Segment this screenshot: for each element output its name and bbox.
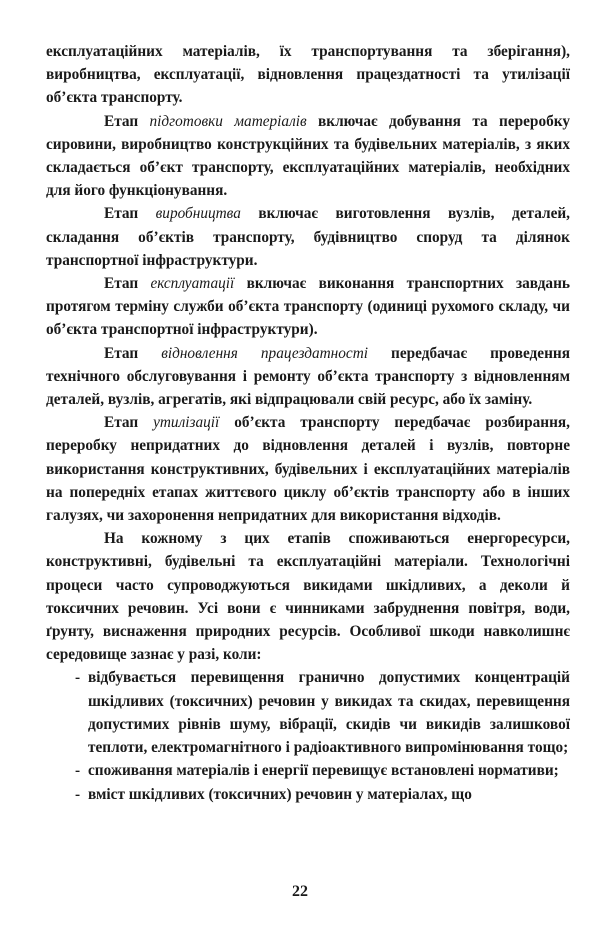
paragraph-utilization-stage: Етап утилізації об’єкта транспорту передбачає розбирання, переробку непридатних до відновлення деталей і вузлів, повторне використання конструктивних, будівельних і експлуатаційних матеріалів на попередніх етапах життєвого циклу об’єктів транспорту або в інших галузях, чи захоронення непридатних для використання відходів. (46, 414, 570, 525)
paragraph-operation-stage: Етап експлуатації включає виконання транспортних завдань протягом терміну служби об’єкта транспорту (одиниці рухомого складу, чи об’єкта транспортної інфраструктури). (46, 275, 570, 339)
paragraph-continuation: експлуатаційних матеріалів, їх транспортування та зберігання), виробництва, експлуатації, відновлення працездатності та утилізації об’єкта транспорту. (46, 43, 570, 107)
term-restoration: відновлення працездатності (161, 344, 368, 362)
term-materials-preparation: підготовки матеріалів (149, 112, 307, 130)
impact-conditions-list (46, 666, 570, 805)
term-utilization: утилізації (153, 414, 220, 432)
paragraph-restoration-stage: Етап відновлення працездатності передбачає проведення технічного обслуговування і ремонту об’єкта транспорту з відновленням деталей, вузлів, агрегатів, які відпрацювали свій ресурс, або їх заміну. (46, 344, 570, 409)
paragraph-materials-stage: Етап підготовки матеріалів включає добування та переробку сировини, виробництво конструкційних та будівельних матеріалів, з яких складається об’єкт транспорту, експлуатаційних матеріалів, необхідних для його функціонування. (46, 112, 570, 200)
term-production: виробництва (155, 205, 241, 223)
paragraph-environmental-impact: На кожному з цих етапів споживаються енергоресурси, конструктивні, будівельні та експлуатаційні матеріали. Технологічні процеси часто супроводжуються викидами шкідливих, а деколи й токсичних речовин. Усі вони є чинниками забруднення повітря, води, ґрунту, виснаження природних ресурсів. Особливої шкоди навколишнє середовище зазнає у разі, коли: (46, 530, 570, 664)
page-number: 22 (292, 883, 308, 900)
paragraph-production-stage: Етап виробництва включає виготовлення вузлів, деталей, складання об’єктів транспорту, будівництво споруд та ділянок транспортної інфраструктури. (46, 205, 570, 269)
list-item: - споживання матеріалів і енергії перевищує встановлені нормативи; (88, 759, 570, 782)
list-item: - вміст шкідливих (токсичних) речовин у матеріалах, що (88, 783, 570, 806)
term-operation: експлуатації (150, 275, 235, 293)
list-item: - відбувається перевищення гранично допустимих концентрацій шкідливих (токсичних) речовин у викидах та скидах, перевищення допустимих рівнів шуму, вібрації, скидів чи викидів залишкової теплоти, електромагнітного і радіоактивного випромінювання тощо; (88, 666, 570, 759)
